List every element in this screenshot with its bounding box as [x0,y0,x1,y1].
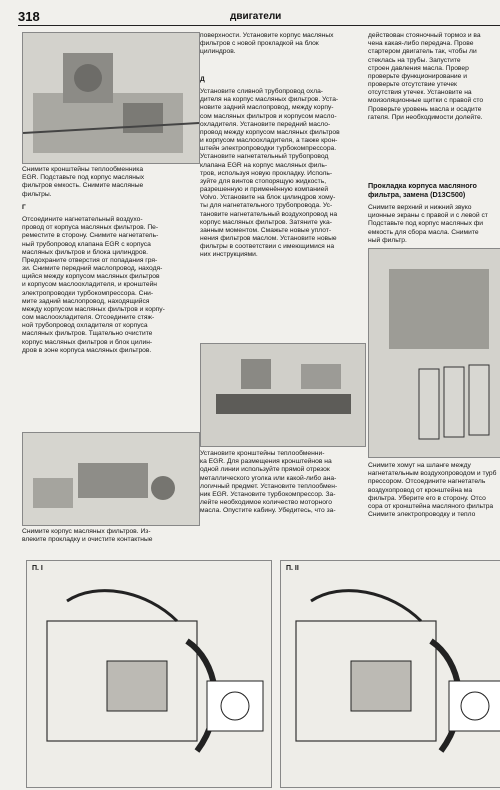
oil-filter-housing-illustration [23,433,199,525]
col2-para-2: Установите сливной трубопровод охла- дителя на корпус масляных фильтров. Уста- новите задний маслопровод, между корпу- сом масляных фильтров и корпусом масло- охладителя. Установите передний масло- провод между корпусом масляных фильтров и корпусом маслоохладителя, а также крон- штейн электропроводки турбокомпрессора. Установите нагнетательный трубопровод клапана EGR на корпус масляных филь- тров, используя новую прокладку. Исполь- зуйте для винтов стопорящую жидкость, разрешенную и применённую компанией Volvo. Установите на блок цилиндров хому- ты для нагнетательного трубопровода. Ус- тановите нагнетательный воздухопровод на корпус масляных фильтров. Затяните ука- занным моментом. Смажьте новые уплот- нения фильтров маслом. Установите новые фильтры в соответствии с имеющимися на них инструкциями. [200,88,340,259]
col3-para-2: Снимите верхний и нижний звуко ционные экраны с правой и с левой ст Подставьте под корпус масляных фи емкость для сбора масла. Снимите ный фильтр. [368,204,488,244]
page-number: 318 [18,9,40,24]
step-marker-g: Г [22,204,26,211]
engine-photo-oil-filters [368,248,500,458]
col3-section-heading: Прокладка корпуса масляного фильтра, замена (D13C500) [368,181,477,199]
egr-install-illustration [201,344,365,446]
col2-para-1: поверхности. Установите корпус масляных фильтров с новой прокладкой на блок цилиндров. [200,32,334,56]
figure-label-2: П. II [286,565,299,572]
figure-label-1: П. I [32,565,43,572]
col3-para-3: Снимите хомут на шланге между нагнетательным воздухопроводом и турб прессором. Отсоедините нагнетатель воздухопровод от кронштейна ма фильтра. Уберите его в сторону. Отсо сора от кронштейна масляного фильтра Снимите электропроводку и тепло [368,462,497,519]
col1-para-2: Отсоедините нагнетательный воздухо- провод от корпуса масляных фильтров. Пе- реместите в сторону. Снимите нагнетатель- ный трубопровод клапана EGR с корпуса масляных фильтров и блока цилиндров. Предохраните отверстия от попадания гря- зи. Снимите передний маслопровод, находя- щийся между корпусом масляных фильтров и корпусом маслоохладителя, и кронштейн электропроводки турбокомпрессора. Сни- мите задний маслопровод, находящийся между корпусом масляных фильтров и корпу- сом маслоохладителя. Отсоедините стяж- ной трубопровод охладителя от корпуса масляных фильтров. Тщательно очистите корпус масляных фильтров и блок цилин- дров в зоне корпуса масляных фильтров. [22,216,165,354]
col3-para-1: действован стояночный тормоз и ва чена какая-либо передача. Прове стартером двигатель так, чтобы ли стеклась на трубы. Запустите строен давления масла. Провер проверьте функционирование и проверьте отсутствие утечек отсутствия утечек. Установите на моизоляционные щитки с правой сто Проверьте уровень масла и осадите гателя. При необходимости долейте. [368,32,484,121]
page-title: двигатели [230,11,282,22]
col2-para-3: Установите кронштейны теплообменни- ка EGR. Для размещения кронштейнов на одной линии используйте прямой отрезок металлического уголка или какой-либо ана- логичный предмет. Установите теплообмен- ник EGR. Установите турбокомпрессор. За- лейте необходимое количество моторного масла. Опустите кабину. Убедитесь, что за- [200,450,338,515]
engine-photo-egr-install [200,343,366,447]
engine-diagram-step-1 [27,561,271,787]
figure-step-1 [26,560,272,788]
engine-illustration [23,33,199,163]
step-marker-d: Д [200,76,205,83]
figure-step-2 [280,560,500,788]
engine-photo-egr-brackets [22,32,200,164]
col1-para-1: Снимите кронштейны теплообменника EGR. Подставьте под корпус масляных фильтров емкость. Снимите масляные фильтры. [22,166,145,198]
engine-diagram-step-2 [281,561,500,787]
oil-filters-illustration [369,249,500,457]
col1-para-3: Снимите корпус масляных фильтров. Из- влеките прокладку и очистите контактные [22,528,153,544]
header-rule [18,25,500,26]
engine-photo-oil-filter-housing [22,432,200,526]
